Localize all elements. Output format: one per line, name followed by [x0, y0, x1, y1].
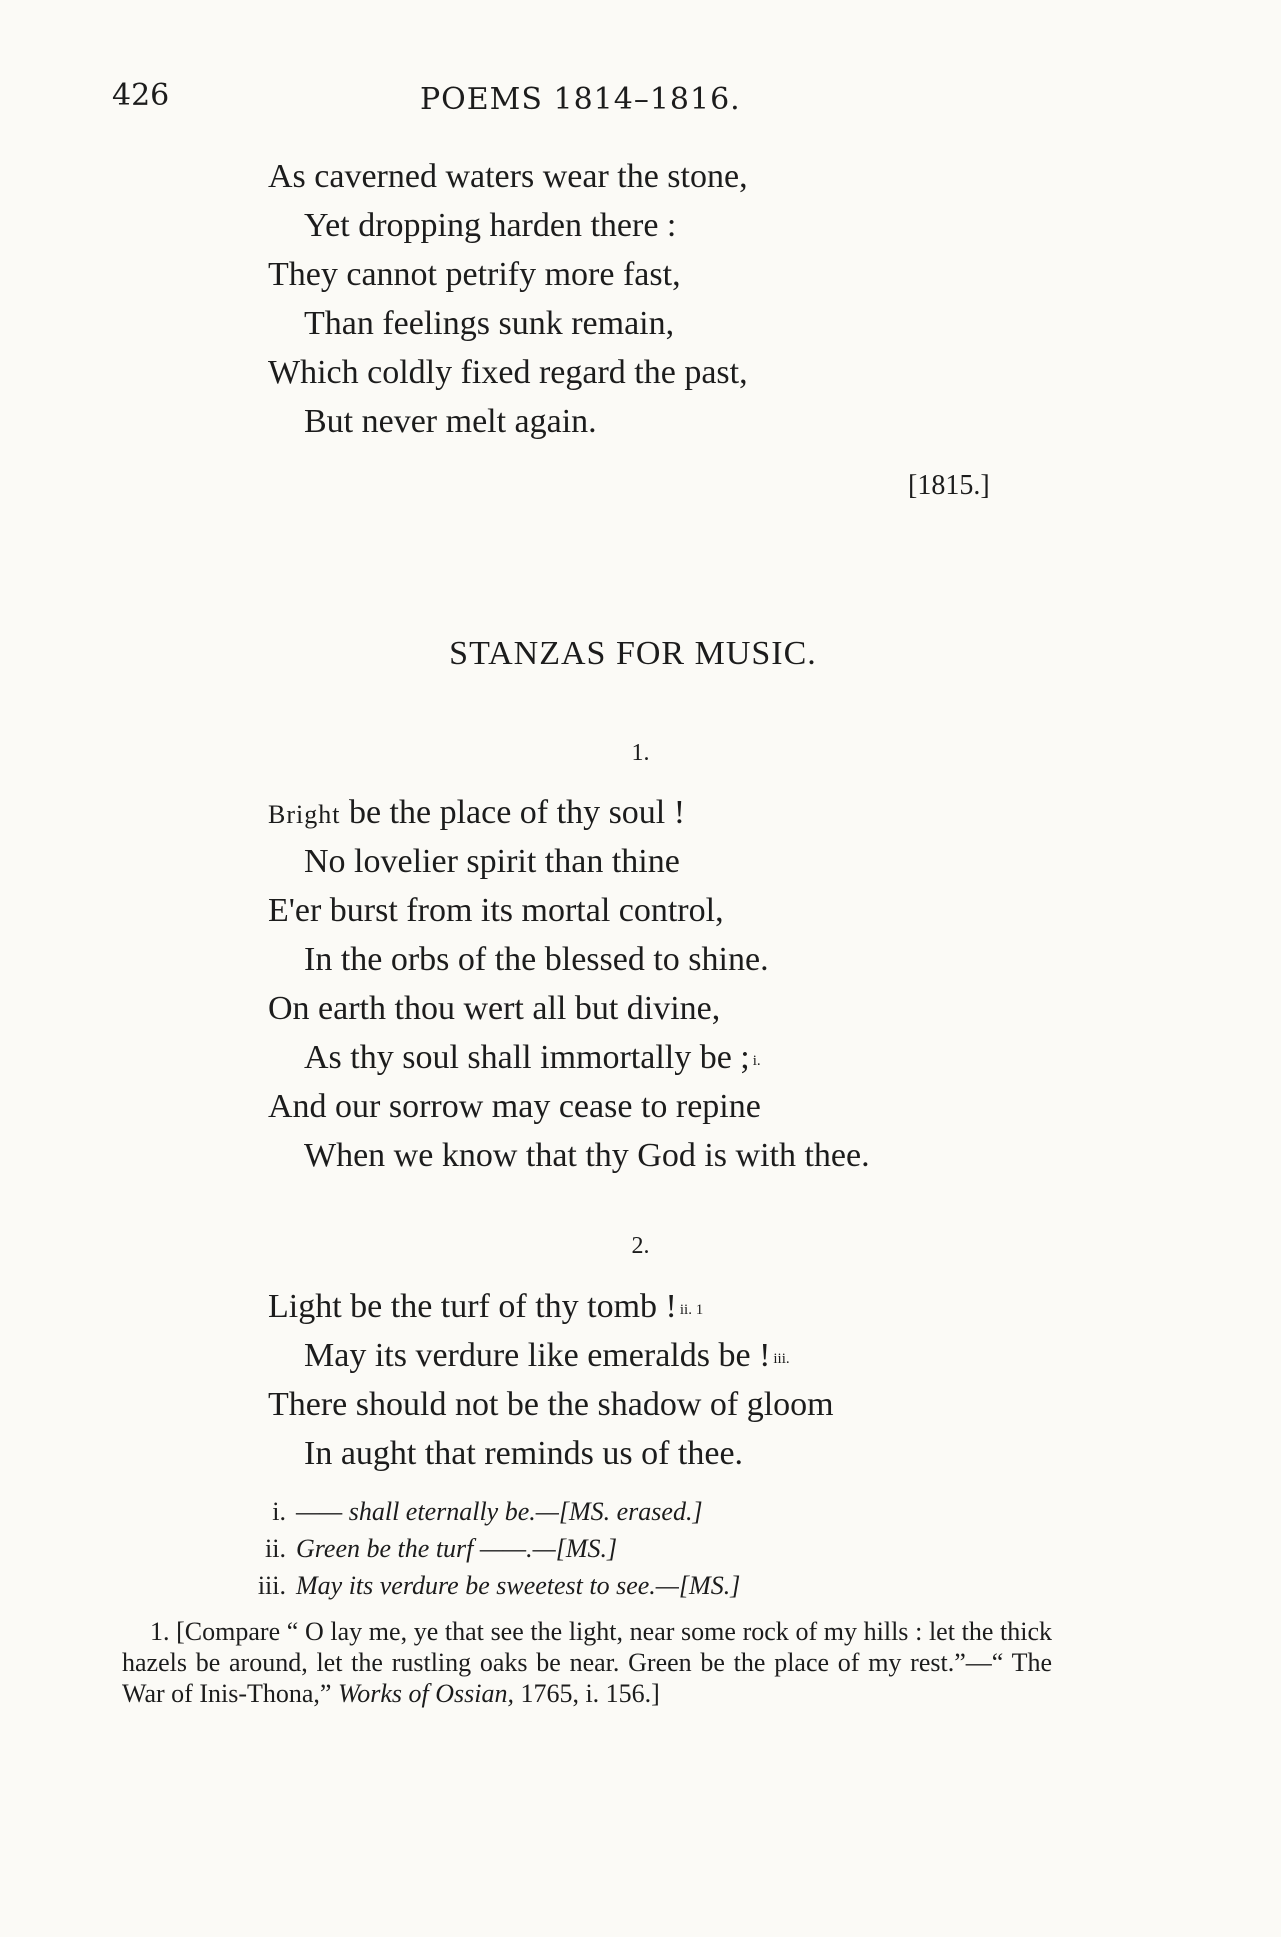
variant-reading	[248, 1530, 740, 1567]
verse-line: When we know that thy God is with thee.	[304, 1137, 870, 1174]
stanza-number: 1.	[631, 740, 650, 766]
verse-line: No lovelier spirit than thine	[304, 843, 680, 880]
footnote-paragraph	[122, 1616, 1052, 1709]
verse-line: As caverned waters wear the stone,	[268, 158, 748, 195]
variant-mark: ii. 1	[679, 1302, 704, 1318]
verse-line	[268, 1331, 834, 1380]
verse-line: But never melt again.	[304, 403, 597, 440]
verse-line: In the orbs of the blessed to shine.	[304, 941, 769, 978]
verse-line-text: As thy soul shall immortally be ;	[304, 1039, 750, 1076]
variant-text: —— shall eternally be.—[MS. erased.]	[296, 1497, 703, 1526]
variant-label: i.	[272, 1497, 286, 1526]
verse-line: E'er burst from its mortal control,	[268, 892, 724, 929]
poem-continuation	[268, 152, 748, 446]
poem-title-text: STANZAS FOR MUSIC.	[449, 635, 817, 672]
stanza-number: 2.	[631, 1233, 650, 1259]
verse-line: In aught that reminds us of thee.	[304, 1435, 744, 1472]
page-number: 426	[112, 78, 170, 113]
verse-line: There should not be the shadow of gloom	[268, 1386, 834, 1423]
verse-line-text: May its verdure like emeralds be !	[304, 1337, 771, 1374]
small-caps-opening: Bright	[268, 800, 341, 829]
variant-text: Green be the turf ——.—[MS.]	[296, 1534, 618, 1563]
verse-line	[268, 788, 870, 837]
verse-line-text: Light be the turf of thy tomb !	[268, 1288, 677, 1325]
variant-label: iii.	[257, 1571, 286, 1600]
footnote-text: 1. [Compare “ O lay me, ye that see the light, near some rock of my hills : let the thick hazels be around, let the rustling oaks be near. Green be the place of my rest.”—“ The War of Inis-Thona,”	[122, 1617, 1052, 1708]
verse-line: Than feelings sunk remain,	[304, 305, 675, 342]
footnote-citation: 1765, i. 156.]	[520, 1679, 660, 1708]
stanza-2	[268, 1282, 834, 1478]
variant-mark: iii.	[773, 1351, 790, 1367]
verse-line: Yet dropping harden there :	[304, 207, 677, 244]
running-title: POEMS 1814–1816.	[420, 82, 741, 117]
variant-text: May its verdure be sweetest to see.—[MS.]	[296, 1571, 741, 1600]
variant-reading	[248, 1493, 740, 1530]
poem-title	[0, 635, 1281, 673]
verse-line: And our sorrow may cease to repine	[268, 1088, 761, 1125]
verse-line: On earth thou wert all but divine,	[268, 990, 721, 1027]
variant-mark: i.	[752, 1053, 761, 1069]
verse-line	[268, 1033, 870, 1082]
footnote-italic-title: Works of Ossian,	[337, 1679, 514, 1708]
verse-line: They cannot petrify more fast,	[268, 256, 681, 293]
variant-readings	[248, 1493, 740, 1604]
poem-date: [1815.]	[908, 470, 990, 501]
verse-line-rest: be the place of thy soul !	[340, 794, 686, 831]
variant-reading	[248, 1567, 740, 1604]
stanza-1	[268, 788, 870, 1180]
verse-line	[268, 1282, 834, 1331]
footnote	[122, 1616, 1052, 1709]
variant-label: ii.	[265, 1534, 286, 1563]
verse-line: Which coldly fixed regard the past,	[268, 354, 748, 391]
